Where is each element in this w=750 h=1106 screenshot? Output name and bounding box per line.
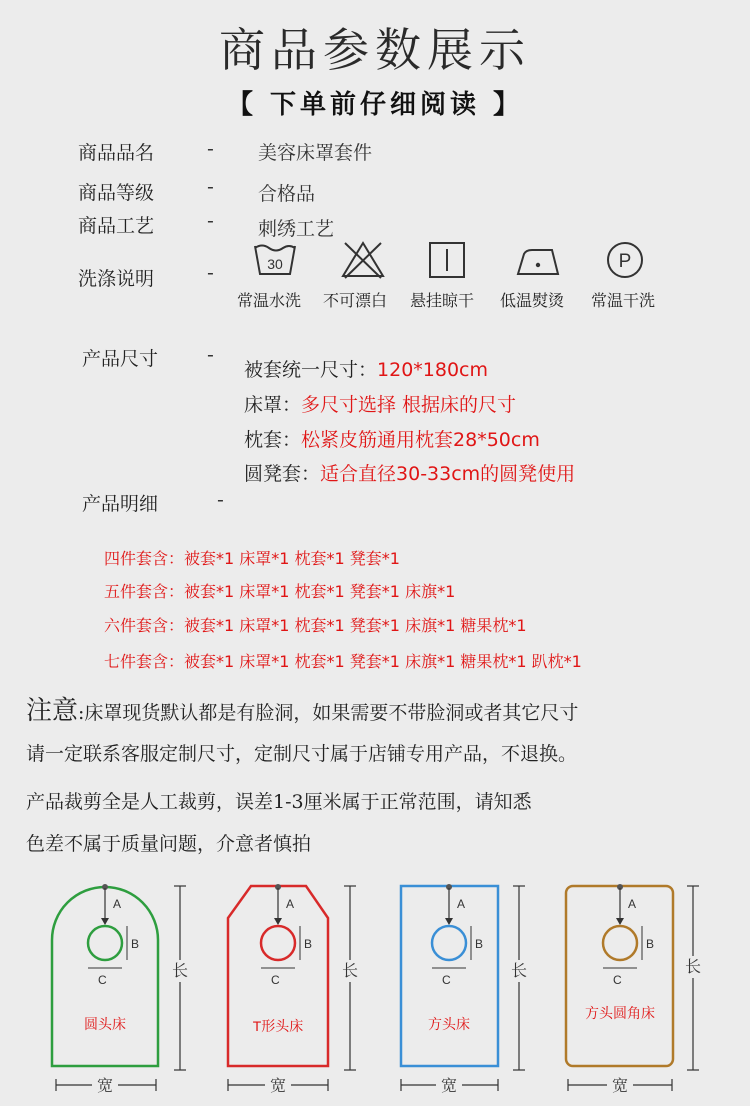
param-craft-dash: - bbox=[207, 210, 214, 232]
size-line-3 bbox=[244, 425, 540, 452]
dry-clean-letter: P bbox=[618, 251, 632, 272]
t-head-bed-diagram bbox=[228, 884, 360, 1097]
wash-caption-2: 不可漂白 bbox=[323, 291, 388, 310]
label-c: C bbox=[442, 973, 451, 987]
page-title: 商品参数展示 bbox=[219, 23, 531, 77]
set-7: 七件套含：被套*1 床罩*1 枕套*1 凳套*1 床旗*1 糖果枕*1 趴枕*1 bbox=[104, 652, 582, 671]
size-line-1 bbox=[244, 355, 488, 382]
label-length: 长 bbox=[510, 963, 528, 980]
no-bleach-icon bbox=[340, 240, 386, 280]
wash-temp-text: 30 bbox=[267, 256, 283, 272]
param-grade-dash: - bbox=[207, 176, 214, 198]
param-name-dash: - bbox=[207, 138, 214, 160]
param-wash-dash: - bbox=[207, 262, 214, 284]
label-a: A bbox=[628, 897, 637, 911]
param-craft-label: 商品工艺 bbox=[78, 215, 155, 237]
label-c: C bbox=[98, 973, 107, 987]
bed-shape-diagrams bbox=[0, 870, 750, 1106]
wash-caption-5: 常温干洗 bbox=[591, 291, 656, 310]
hang-dry-icon bbox=[427, 240, 467, 280]
size-value: 多尺寸选择 根据床的尺寸 bbox=[301, 394, 517, 416]
round-head-bed-diagram bbox=[52, 884, 190, 1097]
label-length: 长 bbox=[684, 959, 702, 976]
size-value: 松紧皮筋通用枕套28*50cm bbox=[301, 429, 540, 451]
size-key: 枕套： bbox=[244, 429, 302, 451]
size-value: 适合直径30-33cm的圆凳使用 bbox=[320, 463, 576, 485]
param-wash-label: 洗涤说明 bbox=[78, 268, 155, 290]
size-key: 圆凳套： bbox=[244, 463, 321, 485]
set-6: 六件套含：被套*1 床罩*1 枕套*1 凳套*1 床旗*1 糖果枕*1 bbox=[104, 616, 527, 635]
set-4: 四件套含：被套*1 床罩*1 枕套*1 凳套*1 bbox=[104, 549, 400, 568]
wash-30-icon bbox=[252, 240, 298, 280]
notice-line-1 bbox=[26, 690, 578, 727]
shape-name-2: T形头床 bbox=[252, 1018, 304, 1034]
set-5: 五件套含：被套*1 床罩*1 枕套*1 凳套*1 床旗*1 bbox=[104, 582, 456, 601]
detail-dash: - bbox=[217, 489, 224, 511]
label-b: B bbox=[646, 937, 655, 951]
wash-caption-1: 常温水洗 bbox=[237, 291, 302, 310]
label-length: 长 bbox=[341, 963, 359, 980]
label-width: 宽 bbox=[440, 1078, 458, 1095]
param-craft-value: 刺绣工艺 bbox=[258, 218, 335, 240]
shape-name-3: 方头床 bbox=[428, 1016, 470, 1032]
size-value: 120*180cm bbox=[377, 359, 489, 381]
notice-text: :床罩现货默认都是有脸洞，如果需要不带脸洞或者其它尺寸 bbox=[78, 702, 579, 724]
shape-name-4: 方头圆角床 bbox=[585, 1005, 655, 1021]
rounded-square-head-bed-diagram bbox=[566, 884, 703, 1097]
label-length: 长 bbox=[171, 963, 189, 980]
size-key: 床罩： bbox=[244, 394, 302, 416]
notice-line-3: 产品裁剪全是人工裁剪，误差1-3厘米属于正常范围，请知悉 bbox=[26, 791, 532, 813]
label-a: A bbox=[457, 897, 466, 911]
size-dash: - bbox=[207, 344, 214, 366]
label-c: C bbox=[271, 973, 280, 987]
label-b: B bbox=[475, 937, 484, 951]
square-head-bed-diagram bbox=[401, 884, 529, 1097]
label-b: B bbox=[304, 937, 313, 951]
detail-label: 产品明细 bbox=[82, 493, 159, 515]
label-width: 宽 bbox=[611, 1078, 629, 1095]
label-b: B bbox=[131, 937, 140, 951]
shape-name-1: 圆头床 bbox=[84, 1016, 126, 1032]
wash-caption-3: 悬挂晾干 bbox=[410, 291, 475, 310]
size-line-2 bbox=[244, 390, 516, 417]
size-key: 被套统一尺寸： bbox=[244, 359, 378, 381]
dry-clean-p-icon bbox=[605, 240, 645, 280]
wash-caption-4: 低温熨烫 bbox=[500, 291, 565, 310]
param-name-label: 商品品名 bbox=[78, 142, 155, 164]
label-a: A bbox=[286, 897, 295, 911]
label-c: C bbox=[613, 973, 622, 987]
notice-line-4: 色差不属于质量问题，介意者慎拍 bbox=[26, 833, 312, 855]
notice-lead: 注意 bbox=[26, 696, 79, 726]
size-label: 产品尺寸 bbox=[82, 348, 159, 370]
size-line-4 bbox=[244, 459, 575, 486]
param-grade-value: 合格品 bbox=[258, 183, 316, 205]
label-a: A bbox=[113, 897, 122, 911]
label-width: 宽 bbox=[96, 1078, 114, 1095]
iron-low-icon bbox=[514, 240, 564, 280]
notice-line-2: 请一定联系客服定制尺寸，定制尺寸属于店铺专用产品，不退换。 bbox=[26, 743, 578, 765]
param-grade-label: 商品等级 bbox=[78, 182, 155, 204]
param-name-value: 美容床罩套件 bbox=[258, 142, 373, 164]
page-subtitle: 【 下单前仔细阅读 】 bbox=[226, 90, 524, 120]
label-width: 宽 bbox=[269, 1078, 287, 1095]
